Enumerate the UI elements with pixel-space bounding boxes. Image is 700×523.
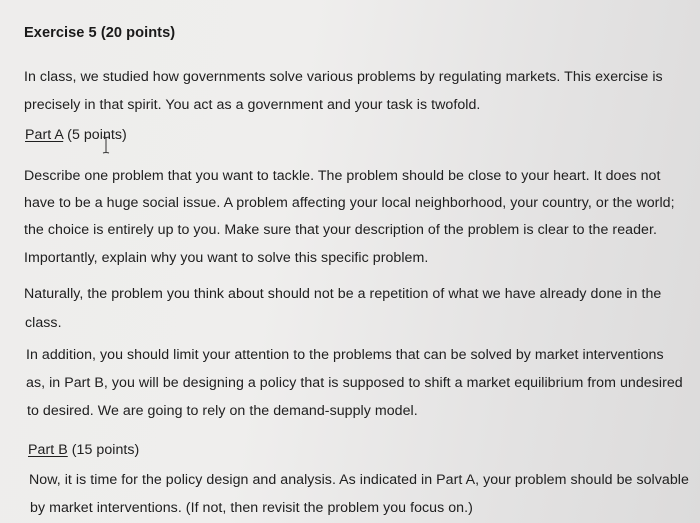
part-b-heading <box>28 442 139 458</box>
exercise-title: Exercise 5 (20 points) <box>24 25 176 41</box>
paragraph3-line-1: In addition, you should limit your attention to the problems that can be solved by market interventions <box>26 347 664 363</box>
paragraph1-line-2: have to be a huge social issue. A problem affecting your local neighborhood, your country, or the world; <box>24 195 675 211</box>
paragraph2-line-2: class. <box>25 315 62 331</box>
part-a-points: (5 points) <box>63 127 127 143</box>
paragraph4-line-2: by market interventions. (If not, then revisit the problem you focus on.) <box>30 500 473 516</box>
part-b-label: Part B <box>28 442 68 458</box>
part-b-points: (15 points) <box>67 442 140 458</box>
paragraph3-line-2: as, in Part B, you will be designing a policy that is supposed to shift a market equilibrium from undesired <box>26 375 683 391</box>
text-cursor-icon <box>101 136 111 154</box>
paragraph1-line-3: the choice is entirely up to you. Make sure that your description of the problem is clear to the reader. <box>24 222 657 238</box>
part-a-label: Part A <box>25 127 64 143</box>
paragraph4-line-1: Now, it is time for the policy design and analysis. As indicated in Part A, your problem should be solvable <box>29 472 689 488</box>
paragraph1-line-4: Importantly, explain why you want to solve this specific problem. <box>24 250 429 266</box>
intro-line-1: In class, we studied how governments solve various problems by regulating markets. This exercise is <box>24 69 663 85</box>
paragraph3-line-3: to desired. We are going to rely on the demand-supply model. <box>27 403 418 419</box>
paragraph1-line-1: Describe one problem that you want to tackle. The problem should be close to your heart. It does not <box>24 168 661 184</box>
part-a-heading <box>25 127 127 143</box>
intro-line-2: precisely in that spirit. You act as a government and your task is twofold. <box>24 97 481 113</box>
paragraph2-line-1: Naturally, the problem you think about should not be a repetition of what we have already done in the <box>24 286 662 302</box>
